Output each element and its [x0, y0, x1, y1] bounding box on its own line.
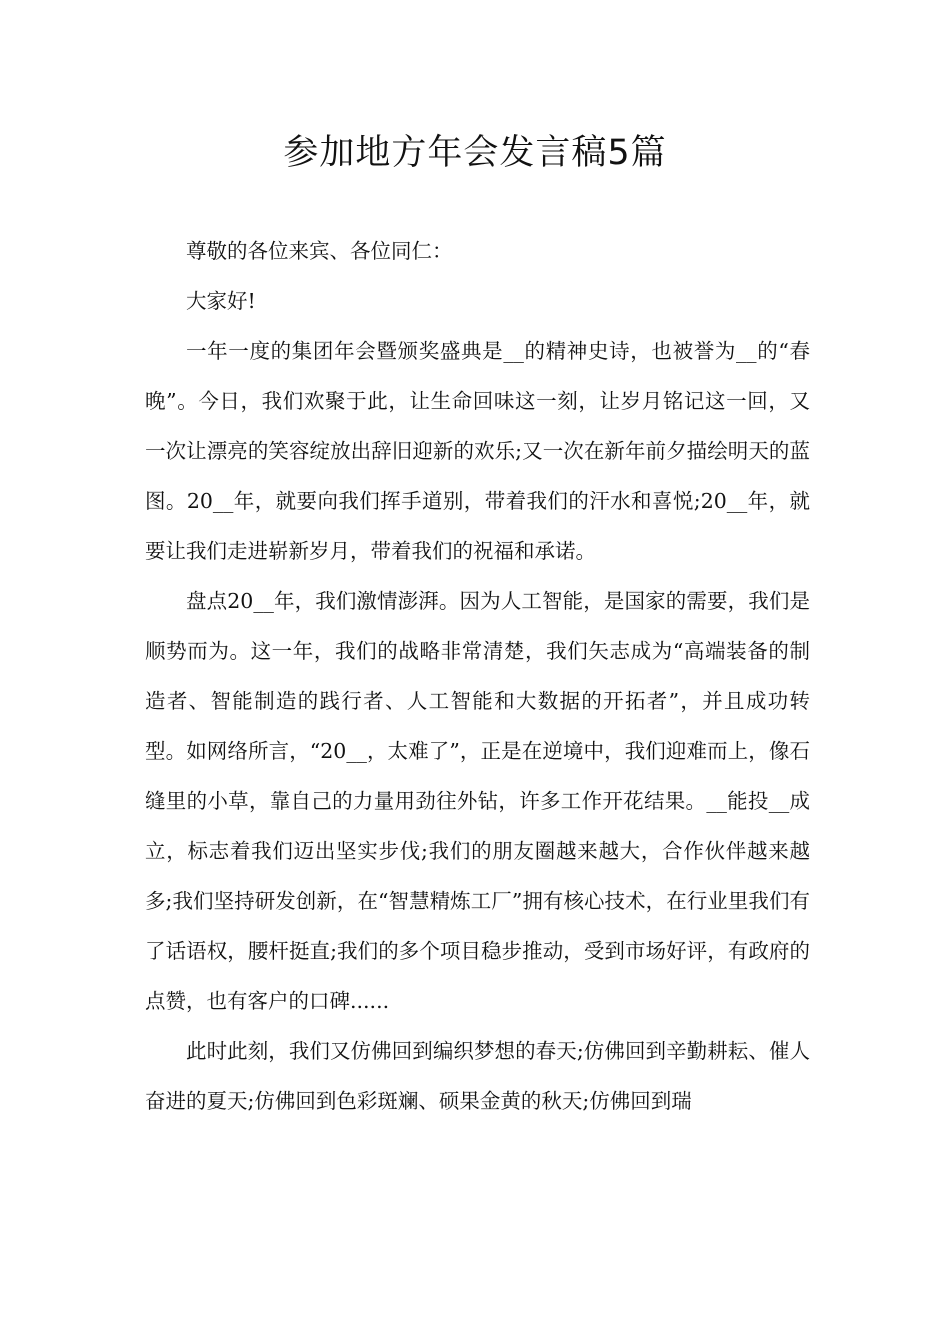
- paragraph: 此时此刻，我们又仿佛回到编织梦想的春天;仿佛回到辛勤耕耘、催人奋进的夏天;仿佛回到色彩斑斓、硕果金黄的秋天;仿佛回到瑞: [145, 1039, 810, 1113]
- paragraph: 一年一度的集团年会暨颁奖盛典是__的精神史诗，也被誉为__的“春晚”。今日，我们欢聚于此，让生命回味这一刻，让岁月铭记这一回，又一次让漂亮的笑容绽放出辞旧迎新的欢乐;又一次在新年前夕描绘明天的蓝图。20__年，就要向我们挥手道别，带着我们的汗水和喜悦;20__年，就要让我们走进崭新岁月，带着我们的祝福和承诺。: [145, 339, 810, 563]
- paragraph-salutation: 尊敬的各位来宾、各位同仁：: [186, 239, 453, 263]
- paragraph-greeting: 大家好!: [186, 289, 256, 313]
- paragraph: 盘点20__年，我们激情澎湃。因为人工智能，是国家的需要，我们是顺势而为。这一年，我们的战略非常清楚，我们矢志成为“高端装备的制造者、智能制造的践行者、人工智能和大数据的开拓者”，并且成功转型。如网络所言，“20__，太难了”，正是在逆境中，我们迎难而上，像石缝里的小草，靠自己的力量用劲往外钻，许多工作开花结果。__能投__成立，标志着我们迈出坚实步伐;我们的朋友圈越来越大，合作伙伴越来越多;我们坚持研发创新，在“智慧精炼工厂”拥有核心技术，在行业里我们有了话语权，腰杆挺直;我们的多个项目稳步推动，受到市场好评，有政府的点赞，也有客户的口碑......: [145, 589, 810, 1013]
- document-title: 参加地方年会发言稿5篇: [283, 133, 667, 173]
- document-body: [145, 226, 810, 1126]
